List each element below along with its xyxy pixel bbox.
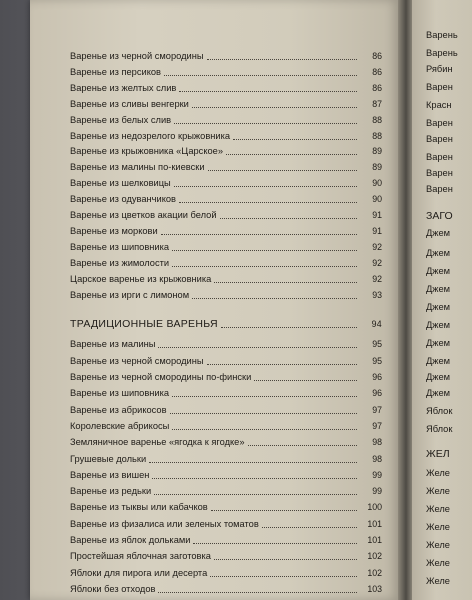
entry-title: Варенье из шелковицы	[70, 178, 171, 189]
dot-leader	[158, 592, 357, 593]
entry-title: Королевские абрикосы	[70, 420, 170, 431]
page-number: 102	[367, 551, 382, 562]
entry-title: Варенье из одуванчиков	[70, 194, 176, 205]
dot-leader	[193, 543, 357, 544]
toc-entry	[70, 223, 382, 237]
entry-fragment: Желе	[426, 522, 450, 532]
dot-leader	[248, 445, 357, 446]
entry-fragment: Варень	[426, 48, 458, 58]
dot-leader	[220, 218, 357, 219]
toc-entry	[70, 64, 382, 78]
entry-title: Варенье из малины по-киевски	[70, 162, 205, 173]
page-number: 90	[372, 194, 382, 205]
entry-title: Грушевые дольки	[70, 453, 147, 464]
page-number: 97	[372, 404, 382, 415]
page-number: 96	[372, 388, 382, 399]
toc-entry	[70, 175, 382, 189]
entry-title: Варенье из белых слив	[70, 114, 172, 125]
toc-entry	[70, 532, 382, 546]
entry-title: Варенье из физалиса или зеленых томатов	[70, 518, 259, 529]
toc-entry	[70, 271, 382, 285]
page-number: 103	[367, 583, 382, 594]
entry-fragment: Яблок	[426, 406, 453, 416]
entry-fragment: Варен	[426, 82, 453, 92]
entry-title: Варенье из шиповника	[70, 241, 170, 252]
entry-fragment: Яблок	[426, 424, 453, 434]
section-heading-fragment: ЖЕЛ	[426, 448, 450, 460]
toc-entry	[70, 581, 382, 595]
dot-leader	[208, 170, 357, 171]
entry-title: Варенье из абрикосов	[70, 404, 167, 415]
dot-leader	[207, 364, 357, 365]
dot-leader	[192, 107, 357, 108]
entry-fragment: Желе	[426, 504, 450, 514]
entry-title: Варенье из желтых слив	[70, 82, 177, 93]
page-number: 101	[367, 535, 382, 545]
page-number: 91	[372, 225, 382, 236]
dot-leader	[172, 266, 357, 267]
entry-fragment: Желе	[426, 576, 450, 586]
entry-fragment: Джем	[426, 302, 451, 312]
page-number: 86	[372, 66, 382, 77]
toc-entry	[70, 112, 382, 126]
toc-entry	[70, 434, 382, 448]
toc-entry	[70, 159, 382, 173]
page-number: 99	[372, 486, 382, 497]
dot-leader	[210, 576, 357, 577]
entry-title: Простейшая яблочная заготовка	[70, 551, 211, 562]
dot-leader	[226, 154, 357, 155]
toc-entry	[70, 385, 382, 399]
page-number: 92	[372, 273, 382, 284]
entry-fragment: Джем	[426, 372, 451, 382]
toc-entry	[70, 369, 382, 383]
toc-entry	[70, 287, 382, 301]
toc-entry	[70, 483, 382, 497]
toc-entry	[70, 565, 382, 579]
dot-leader	[214, 559, 357, 560]
entry-fragment: Желе	[426, 486, 450, 496]
dot-leader	[158, 347, 357, 348]
entry-fragment: Джем	[426, 228, 451, 238]
page-number: 97	[372, 420, 382, 431]
entry-title: Варенье из редьки	[70, 486, 152, 497]
entry-title: Варенье из ирги с лимоном	[70, 289, 190, 300]
dot-leader	[174, 123, 357, 124]
page-number: 95	[372, 355, 382, 366]
entry-title: Царское варенье из крыжовника	[70, 273, 212, 284]
entry-title: ТРАДИЦИОННЫЕ ВАРЕНЬЯ	[70, 318, 218, 331]
entry-fragment: Варень	[426, 30, 458, 40]
entry-fragment: Джем	[426, 284, 451, 294]
entry-title: Варенье из малины	[70, 339, 156, 350]
entry-fragment: Варен	[426, 118, 453, 128]
entry-fragment: Варен	[426, 152, 453, 162]
page-number: 88	[372, 114, 382, 125]
page-number: 101	[367, 518, 382, 529]
dot-leader	[221, 327, 357, 328]
entry-fragment: Джем	[426, 388, 451, 398]
dot-leader	[192, 298, 357, 299]
entry-title: Варенье из цветков акации белой	[70, 210, 217, 220]
entry-title: Варенье из яблок дольками	[70, 535, 191, 545]
page-number: 98	[372, 437, 382, 448]
page-number: 98	[372, 453, 382, 464]
entry-fragment: Джем	[426, 248, 451, 258]
entry-title: Варенье из сливы венгерки	[70, 98, 189, 109]
toc-entry	[70, 418, 382, 432]
toc-entry	[70, 353, 382, 367]
dot-leader	[262, 527, 357, 528]
dot-leader	[174, 186, 357, 187]
page-number: 95	[372, 339, 382, 350]
entry-title: Варенье из недозрелого крыжовника	[70, 130, 231, 141]
entry-fragment: Варен	[426, 168, 453, 178]
toc-entry	[70, 80, 382, 94]
dot-leader	[214, 282, 357, 283]
toc-entry	[70, 499, 382, 513]
toc-entry	[70, 143, 382, 157]
entry-title: Варенье из черной смородины по-фински	[70, 372, 252, 382]
entry-title: Земляничное варенье «ягодка к ягодке»	[70, 437, 245, 448]
entry-title: Яблоки для пирога или десерта	[70, 567, 208, 578]
entry-fragment: Желе	[426, 540, 450, 550]
entry-fragment: Красн	[426, 100, 452, 110]
page-number: 96	[372, 372, 382, 382]
dot-leader	[152, 478, 357, 479]
page-number: 89	[372, 162, 382, 173]
page-number: 102	[367, 567, 382, 578]
entry-fragment: Джем	[426, 320, 451, 330]
dot-leader	[179, 202, 357, 203]
toc-entry	[70, 548, 382, 562]
entry-title: Варенье из жимолости	[70, 257, 170, 268]
page-number: 86	[372, 82, 382, 93]
toc-entry	[70, 191, 382, 205]
dot-leader	[254, 380, 357, 381]
page-number: 93	[372, 289, 382, 300]
left-book-page	[30, 0, 400, 600]
page-number: 92	[372, 257, 382, 268]
entry-title: Варенье из черной смородины	[70, 51, 204, 61]
dot-leader	[172, 396, 357, 397]
dot-leader	[149, 462, 357, 463]
right-book-page	[412, 0, 472, 600]
page-number: 89	[372, 146, 382, 157]
toc-section-heading	[70, 316, 382, 330]
entry-title: Варенье из крыжовника «Царское»	[70, 146, 224, 157]
dot-leader	[233, 139, 357, 140]
page-number: 94	[371, 319, 382, 330]
table-of-contents	[70, 0, 382, 600]
dot-leader	[211, 510, 357, 511]
toc-entry	[70, 516, 382, 530]
entry-title: Яблоки без отходов	[70, 583, 156, 594]
toc-entry	[70, 239, 382, 253]
entry-fragment: Варен	[426, 184, 453, 194]
section-heading-fragment: ЗАГО	[426, 210, 453, 222]
toc-entry	[70, 451, 382, 465]
dot-leader	[172, 250, 357, 251]
toc-entry	[70, 336, 382, 350]
entry-title: Варенье из шиповника	[70, 388, 170, 399]
dot-leader	[207, 59, 357, 60]
dot-leader	[172, 429, 357, 430]
page-number: 87	[372, 98, 382, 109]
entry-fragment: Желе	[426, 558, 450, 568]
page-number: 86	[372, 51, 382, 61]
dot-leader	[164, 75, 357, 76]
entry-fragment: Рябин	[426, 64, 453, 74]
dot-leader	[154, 494, 357, 495]
entry-title: Варенье из персиков	[70, 66, 161, 77]
page-number: 100	[367, 502, 382, 513]
entry-fragment: Джем	[426, 266, 451, 276]
dot-leader	[170, 413, 357, 414]
toc-entry	[70, 128, 382, 142]
toc-entry	[70, 48, 382, 62]
page-number: 90	[372, 178, 382, 189]
entry-fragment: Джем	[426, 338, 451, 348]
toc-entry	[70, 96, 382, 110]
toc-entry	[70, 255, 382, 269]
entry-title: Варенье из моркови	[70, 225, 158, 236]
toc-entry	[70, 402, 382, 416]
entry-title: Варенье из тыквы или кабачков	[70, 502, 208, 513]
dot-leader	[161, 234, 357, 235]
page-number: 91	[372, 210, 382, 220]
toc-entry	[70, 207, 382, 221]
dot-leader	[179, 91, 357, 92]
entry-title: Варенье из черной смородины	[70, 355, 204, 366]
entry-title: Варенье из вишен	[70, 469, 150, 480]
page-number: 99	[372, 469, 382, 480]
entry-fragment: Варен	[426, 134, 453, 144]
entry-fragment: Джем	[426, 356, 451, 366]
page-number: 92	[372, 241, 382, 252]
page-number: 88	[372, 130, 382, 141]
toc-entry	[70, 467, 382, 481]
entry-fragment: Желе	[426, 468, 450, 478]
